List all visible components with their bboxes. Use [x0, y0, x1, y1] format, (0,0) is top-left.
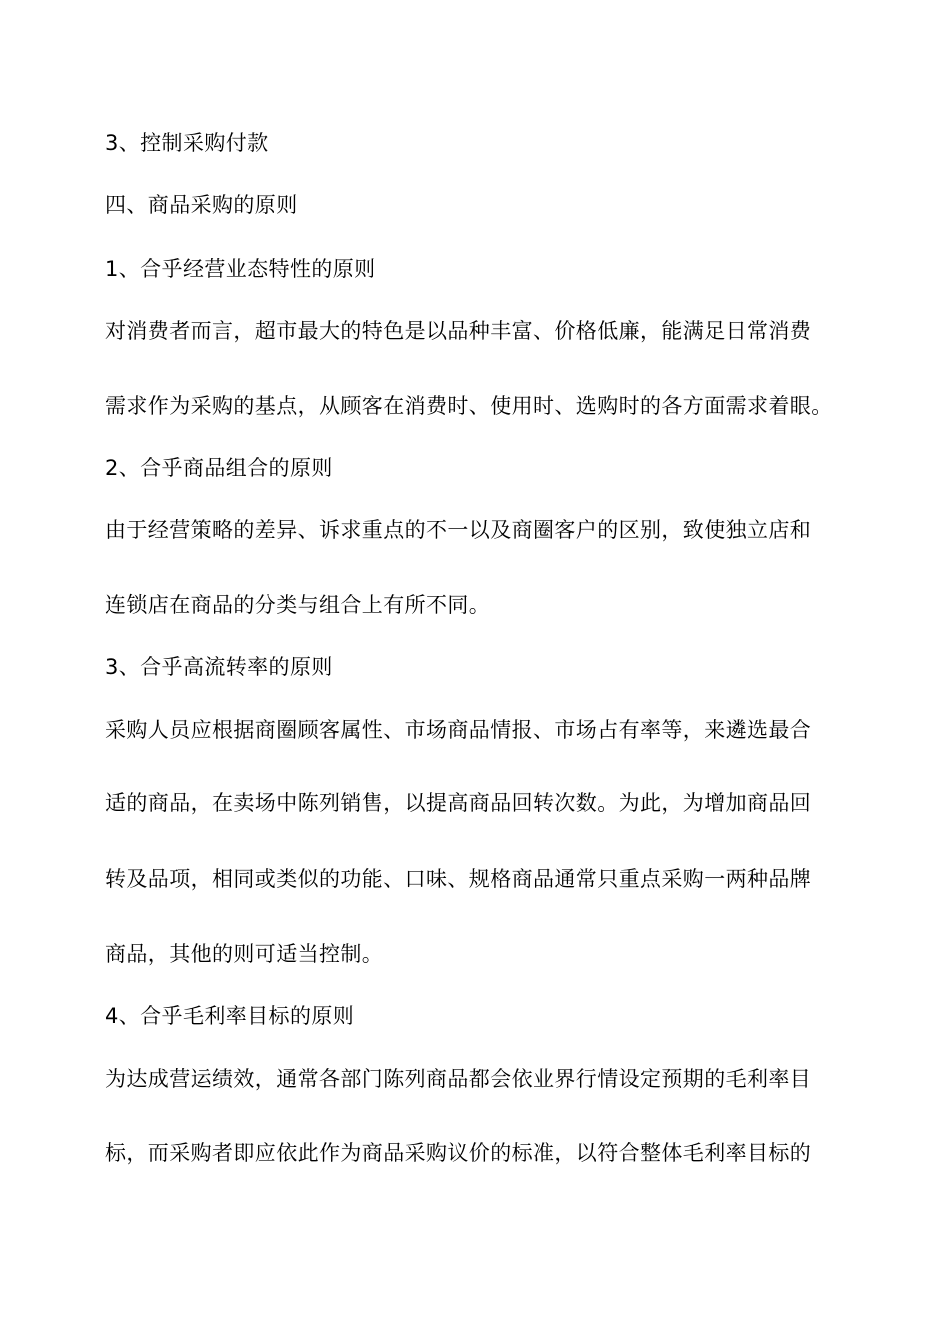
paragraph-line: 标，而采购者即应依此作为商品采购议价的标准，以符合整体毛利率目标的: [105, 1141, 812, 1165]
paragraph-line: 由于经营策略的差异、诉求重点的不一以及商圈客户的区别，致使独立店和: [105, 518, 812, 542]
paragraph-line: 采购人员应根据商圈顾客属性、市场商品情报、市场占有率等，来遴选最合: [105, 718, 812, 742]
principle-heading-product-mix: 2、合乎商品组合的原则: [105, 456, 333, 480]
principle-heading-business-format: 1、合乎经营业态特性的原则: [105, 257, 376, 281]
paragraph-line: 对消费者而言，超市最大的特色是以品种丰富、价格低廉，能满足日常消费: [105, 319, 812, 343]
paragraph-line: 商品，其他的则可适当控制。: [105, 942, 384, 966]
paragraph-line: 需求作为采购的基点，从顾客在消费时、使用时、选购时的各方面需求着眼。: [105, 394, 833, 418]
section-heading-purchasing-principles: 四、商品采购的原则: [105, 193, 298, 217]
paragraph-line: 转及品项，相同或类似的功能、口味、规格商品通常只重点采购一两种品牌: [105, 867, 812, 891]
paragraph-line: 适的商品，在卖场中陈列销售，以提高商品回转次数。为此，为增加商品回: [105, 791, 812, 815]
section-heading-payment-control: 3、控制采购付款: [105, 131, 269, 155]
principle-heading-gross-margin: 4、合乎毛利率目标的原则: [105, 1004, 355, 1028]
principle-heading-high-turnover: 3、合乎高流转率的原则: [105, 655, 333, 679]
paragraph-line: 为达成营运绩效，通常各部门陈列商品都会依业界行情设定预期的毛利率目: [105, 1067, 812, 1091]
paragraph-line: 连锁店在商品的分类与组合上有所不同。: [105, 593, 491, 617]
